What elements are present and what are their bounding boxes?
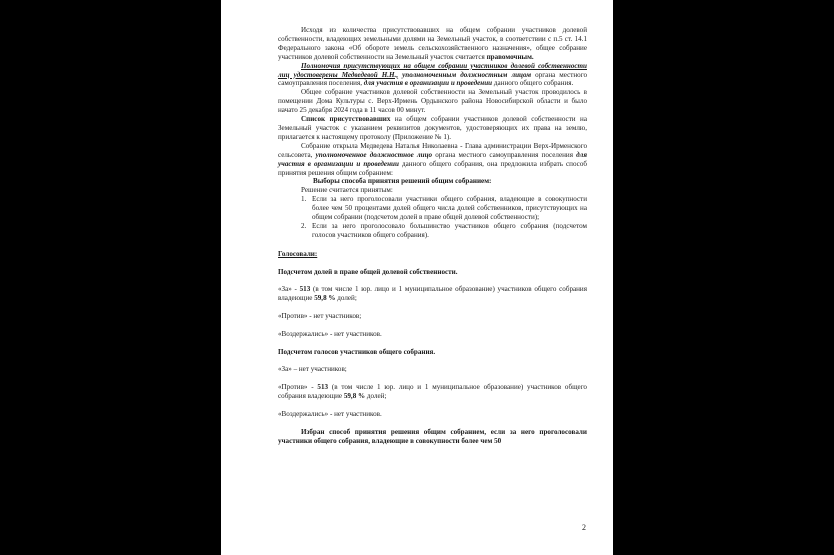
paragraph-opening: Собрание открыла Медведева Наталья Николаевна - Глава администрации Верх-Ирменского сельсовета, уполномоченное должностное лицо органа местного самоуправления поселения для участия в организации и проведении данного общего собрания, она предложила избрать способ принятия решения общим собранием:: [278, 141, 587, 177]
methods-intro: Решение считается принятым:: [301, 186, 393, 195]
methods-heading: Выборы способа принятия решений общим собранием:: [313, 177, 492, 186]
list-item: [301, 222, 587, 240]
document-page: [221, 0, 613, 555]
shares-against-line: «Против» - нет участников;: [278, 312, 362, 321]
voting-title: Голосовали:: [278, 249, 318, 258]
list-number: 1.: [301, 195, 307, 204]
list-text: Если за него проголосовало большинство участников общего собрания (подсчетом голосов участников общего собрания).: [312, 221, 587, 239]
votes-abstain-line: «Воздержались» - нет участников.: [278, 409, 382, 418]
list-number: 2.: [301, 221, 307, 230]
shares-abstain-line: «Воздержались» - нет участников.: [278, 329, 382, 338]
paragraph-attendees: Список присутствовавших на общем собрании участников долевой собственности на Земельный участок с указанием реквизитов документов, удостоверяющих их права на землю, прилагается к настоящему протоколу (Приложение № 1).: [278, 115, 587, 141]
section-shares-title: Подсчетом долей в праве общей долевой собственности.: [278, 267, 458, 276]
shares-for-line: «За» - 513 (в том числе 1 юр. лицо и 1 муниципальное образование) участников общего собрания владеющие 59,8 % долей;: [278, 285, 587, 303]
votes-for-line: «За» – нет участников;: [278, 365, 347, 374]
paragraph-quorum: Исходя из количества присутствовавших на общем собрании участников долевой собственности, владеющих земельными долями на Земельный участок, в соответствии с п.5 ст. 14.1 Федерального закона «Об обороте земель сельскохозяйственного назначения», общее собрание участников долевой собственности на Земельный участок считается правомочным.: [278, 26, 587, 61]
list-item: [301, 195, 587, 222]
page-number: 2: [582, 523, 586, 532]
votes-against-line: «Против» - 513 (в том числе 1 юр. лицо и 1 муниципальное образование) участников общего собрания владеющие 59,8 % долей;: [278, 383, 587, 401]
quorum-status: правомочным.: [486, 52, 534, 61]
paragraph-venue: Общее собрание участников долевой собственности на Земельный участок проводилось в помещении Дома Культуры с. Верх-Ирмень Ордынского района Новосибирской области и было начато 25 декабря 2024 года в 11 часов 00 минут.: [278, 88, 587, 115]
paragraph-authority: Полномочия присутствующих на общем собрании участников долевой собственности лиц удостоверены Медведевой Н.Н., уполномоченным должностным лицом органа местного самоуправления поселения, для участия в организации и проведении данного общего собрания.: [278, 61, 587, 88]
final-decision: Избран способ принятия решения общим собранием, если за него проголосовали участники общего собрания, владеющие в совокупности более чем 50: [278, 427, 587, 445]
section-votes-title: Подсчетом голосов участников общего собрания.: [278, 347, 436, 356]
list-text: Если за него проголосовали участники общего собрания, владеющие в совокупности более чем 50 процентами долей общего числа долей собственников, присутствующих на общем собрании (подсчетом долей в праве общей долевой собственности);: [312, 195, 587, 222]
document-body: [278, 26, 587, 446]
